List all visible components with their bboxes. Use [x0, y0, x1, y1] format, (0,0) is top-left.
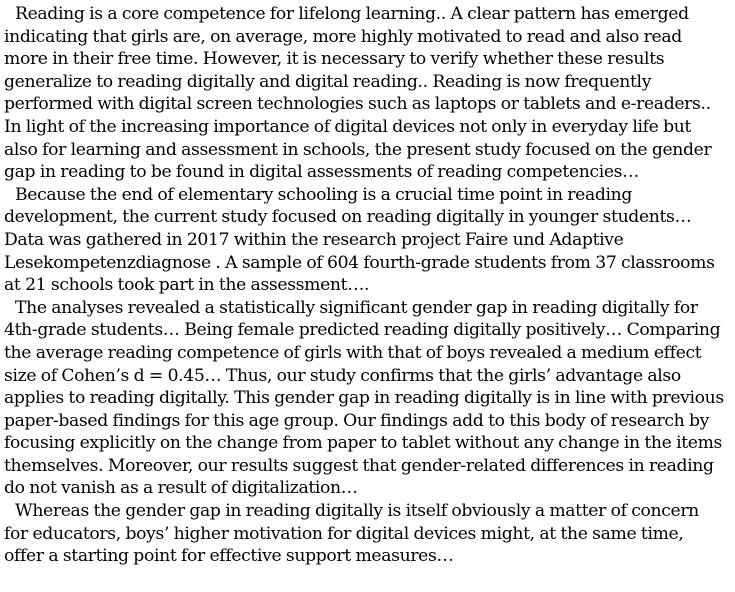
paragraph-conclusion: Whereas the gender gap in reading digitally is itself obviously a matter of concern for educators, boys’ higher motivation for digital devices might, at the same time, offer a starting point for effective support measures…	[4, 501, 699, 567]
paragraph-results: The analyses revealed a statistically significant gender gap in reading digitally for 4th-grade students… Being female predicted reading digitally positively… Comparing the average reading competence of girls with that of boys revealed a medium effect size of Cohen’s d = 0.45… Thus, our study confirms that the girls’ advantage also applies to reading digitally. This gender gap in reading digitally is in line with previous paper-based findings for this age group. Our findings add to this body of research by focusing explicitly on the change from paper to tablet without any change in the items themselves. Moreover, our results suggest that gender-related differences in reading do not vanish as a result of digitalization…	[4, 297, 724, 499]
paragraph-method: Because the end of elementary schooling is a crucial time point in reading development, the current study focused on reading digitally in younger students… Data was gathered in 2017 within the research project Faire und Adaptive Lesekompetenzdiagnose . A sample of 604 fourth-grade students from 37 classrooms at 21 schools took part in the assessment….	[4, 184, 715, 296]
paragraph-intro: Reading is a core competence for lifelong learning.. A clear pattern has emerged indicating that girls are, on average, more highly motivated to read and also read more in their free time. However, it is necessary to verify whether these results generalize to reading digitally and digital reading.. Reading is now frequently performed with digital screen technologies such as laptops or tablets and e-readers.. In light of the increasing importance of digital devices not only in everyday life but also for learning and assessment in schools, the present study focused on the gender gap in reading to be found in digital assessments of reading competencies…	[4, 4, 712, 183]
